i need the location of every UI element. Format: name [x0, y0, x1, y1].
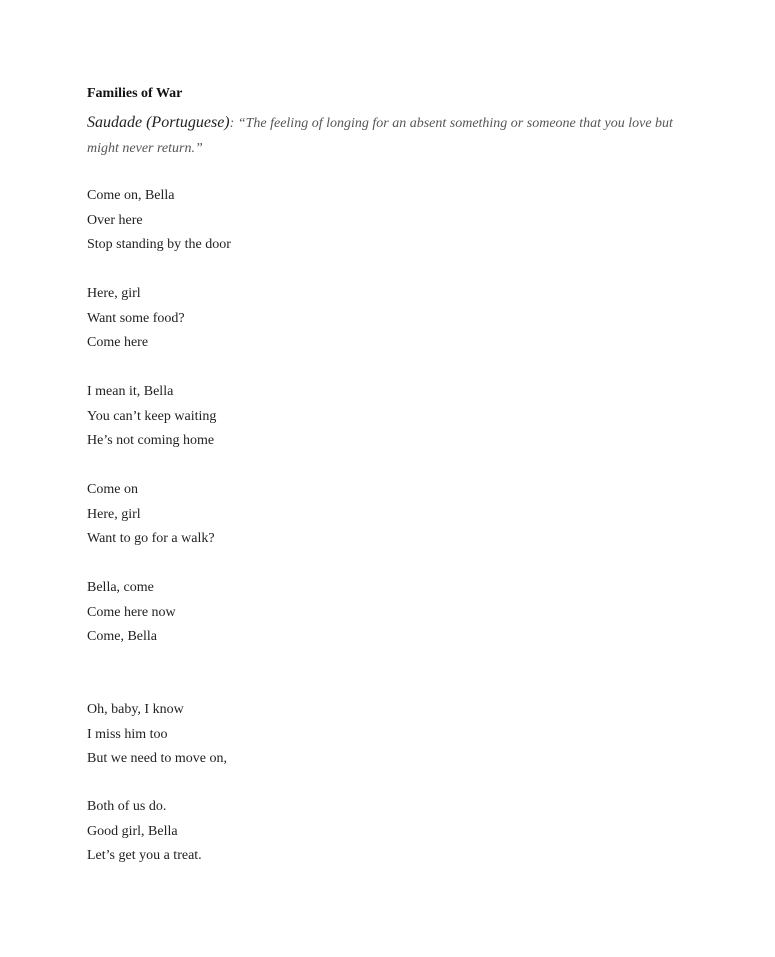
- poem-line: Want to go for a walk?: [87, 531, 215, 546]
- stanza-1: [87, 184, 231, 258]
- stanza-3: [87, 380, 216, 454]
- poem-line: He’s not coming home: [87, 433, 215, 448]
- epigraph-term: Saudade (Portuguese): [87, 114, 230, 131]
- epigraph: [87, 110, 687, 161]
- poem-line: Let’s get you a treat.: [87, 848, 202, 863]
- stanza-4: [87, 478, 215, 552]
- epigraph-separator: :: [229, 116, 238, 131]
- poem-line: Come on, Bella: [87, 188, 175, 203]
- poem-line: Here, girl: [87, 286, 141, 301]
- poem-line: But we need to move on,: [87, 751, 227, 766]
- stanza-7: [87, 795, 202, 869]
- poem-line: Come here: [87, 335, 149, 350]
- poem-line: Here, girl: [87, 506, 141, 522]
- poem-line: Bella, come: [87, 580, 154, 595]
- poem-line: You can’t keep waiting: [87, 408, 217, 424]
- poem-line: Over here: [87, 212, 143, 228]
- stanza-5: [87, 576, 176, 650]
- poem-line: Good girl, Bella: [87, 823, 178, 839]
- poem-line: Both of us do.: [87, 799, 167, 814]
- poem-line: Come on: [87, 482, 138, 497]
- poem-line: I miss him too: [87, 726, 168, 742]
- poem-title: Families of War: [87, 86, 183, 101]
- poem-line: Come here now: [87, 604, 176, 620]
- stanza-2: [87, 282, 185, 356]
- stanza-6: [87, 698, 227, 772]
- poem-line: Come, Bella: [87, 629, 157, 644]
- poem-line: I mean it, Bella: [87, 384, 174, 399]
- epigraph-definition: “The feeling of longing for an absent something or someone that you love but might never return.”: [87, 116, 673, 156]
- poem-line: Stop standing by the door: [87, 237, 231, 252]
- poem-line: Oh, baby, I know: [87, 702, 184, 717]
- poem-line: Want some food?: [87, 310, 185, 326]
